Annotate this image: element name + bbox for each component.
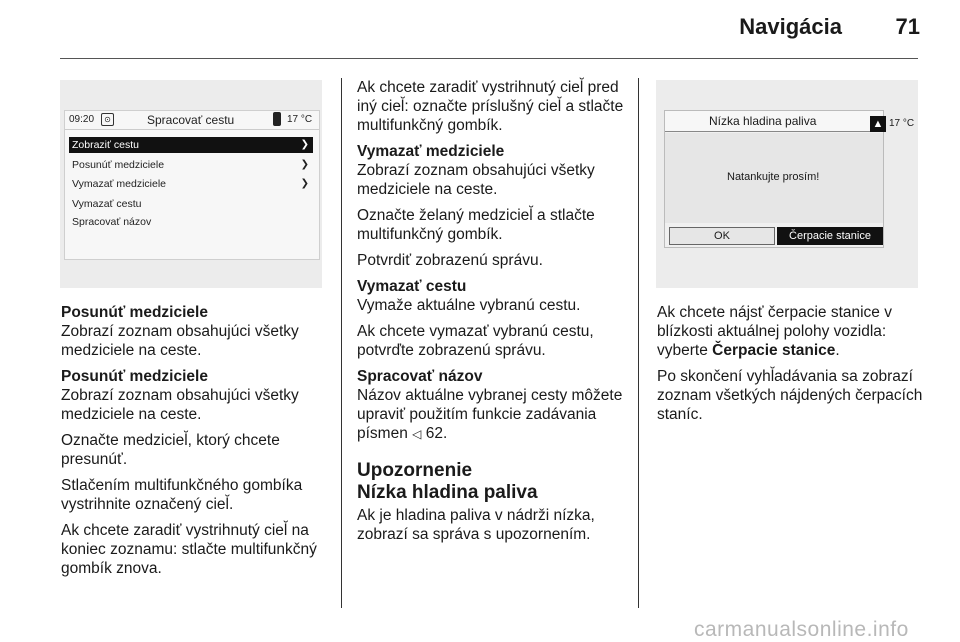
paragraph: Ak chcete nájsť čerpacie stanice v blízkosti aktuálnej polohy vozidla: vyberte [657, 304, 892, 359]
menu-item-label: Zobraziť cestu [72, 139, 139, 151]
dialog-title: Nízka hladina paliva [709, 114, 817, 128]
paragraph: Ak chcete vymazať vybranú cestu, potvrďte zobrazenú správu. [357, 323, 594, 359]
paragraph: Vymaže aktuálne vybranú cestu. [357, 297, 581, 314]
paragraph: Zobrazí zoznam obsahujúci všetky medziciele na ceste. [61, 323, 299, 359]
fuel-stations-button[interactable]: Čerpacie stanice [777, 227, 883, 245]
paragraph: Zobrazí zoznam obsahujúci všetky medziciele na ceste. [61, 387, 299, 423]
term-edit-name: Spracovať názov [357, 368, 483, 385]
ui-label-fuel-stations: Čerpacie stanice [712, 342, 836, 359]
screenshot-route-menu [60, 80, 322, 288]
display-route-menu [64, 110, 320, 260]
paragraph: Ak chcete zaradiť vystrihnutý ciel̆ pred iný ciel̆: označte príslušný ciel̆ a stlačte multifunkčný gombík. [357, 79, 624, 134]
term-delete-waypoints: Vymazať medziciele [357, 143, 505, 160]
page-reference[interactable]: 62. [425, 425, 448, 442]
menu-item-show-route[interactable] [69, 137, 313, 153]
column-divider-2 [638, 78, 639, 608]
paragraph: Označte želaný medziciel̆ a stlačte multifunkčný gombík. [357, 207, 595, 243]
chevron-right-icon: ❯ [300, 139, 309, 150]
nav-mode-icon: ⊙ [101, 113, 114, 126]
menu-item-edit-name[interactable] [69, 214, 313, 230]
term-move-waypoints: Posunúť medziciele [61, 368, 208, 385]
clock: 09:20 [69, 114, 95, 125]
menu-item-label: Posunúť medziciele [72, 159, 165, 171]
warning-dialog [664, 110, 884, 248]
menu-item-delete-waypoints[interactable] [69, 176, 313, 192]
column-1-text [61, 303, 331, 585]
paragraph: Po skončení vyhl̆adávania sa zobrazí zoznam všetkých nájdených čerpacích staníc. [657, 368, 923, 423]
temperature: 17 °C [889, 118, 915, 129]
column-divider-1 [341, 78, 342, 608]
chevron-right-icon: ❯ [300, 178, 309, 189]
display-title: Spracovať cestu [147, 113, 235, 127]
chevron-right-icon: ❯ [300, 159, 309, 170]
paragraph: Stlačením multifunkčného gombíka vystrihnite označený ciel̆. [61, 477, 303, 513]
header-divider [60, 58, 918, 59]
paragraph: Potvrdiť zobrazenú správu. [357, 252, 543, 269]
section-subheading: Nízka hladina paliva [357, 482, 538, 503]
paragraph: Ak chcete zaradiť vystrihnutý ciel̆ na koniec zoznamu: stlačte multifunkčný gombík znova. [61, 522, 317, 577]
screenshot-low-fuel [656, 80, 918, 288]
dialog-message: Natankujte prosím! [727, 171, 820, 183]
column-2-text [357, 78, 627, 551]
term-move-waypoints: Posunúť medziciele [61, 304, 208, 321]
paragraph: Označte medziciel̆, ktorý chcete presunúť. [61, 432, 280, 468]
punctuation: . [835, 342, 840, 359]
display-status-bar [65, 111, 319, 130]
thermometer-icon [273, 112, 281, 126]
menu-item-delete-route[interactable] [69, 196, 313, 212]
dialog-body [665, 133, 883, 223]
menu-item-label: Spracovať názov [72, 216, 152, 228]
paragraph: Názov aktuálne vybranej cesty môžete upraviť použitím funkcie zadávania písmen [357, 387, 623, 442]
menu-item-move-waypoints[interactable] [69, 157, 313, 173]
menu-item-label: Vymazať medziciele [72, 178, 166, 190]
section-heading: Upozornenie [357, 460, 473, 481]
warning-triangle-icon: ▲ [870, 116, 886, 132]
column-3-text [657, 303, 927, 431]
paragraph: Ak je hladina paliva v nádrži nízka, zobrazí sa správa s upozornením. [357, 507, 595, 543]
ok-button[interactable]: OK [669, 227, 775, 245]
paragraph: Zobrazí zoznam obsahujúci všetky medziciele na ceste. [357, 162, 595, 198]
temperature: 17 °C [287, 114, 313, 125]
page-number: 71 [895, 14, 920, 39]
term-delete-route: Vymazať cestu [357, 278, 467, 295]
watermark: carmanualsonline.info [694, 618, 909, 641]
page-title: Navigácia [739, 14, 842, 39]
page-reference-arrow-icon[interactable]: ◁ [412, 427, 422, 441]
menu-item-label: Vymazať cestu [72, 198, 142, 210]
dialog-title-bar [665, 111, 883, 132]
